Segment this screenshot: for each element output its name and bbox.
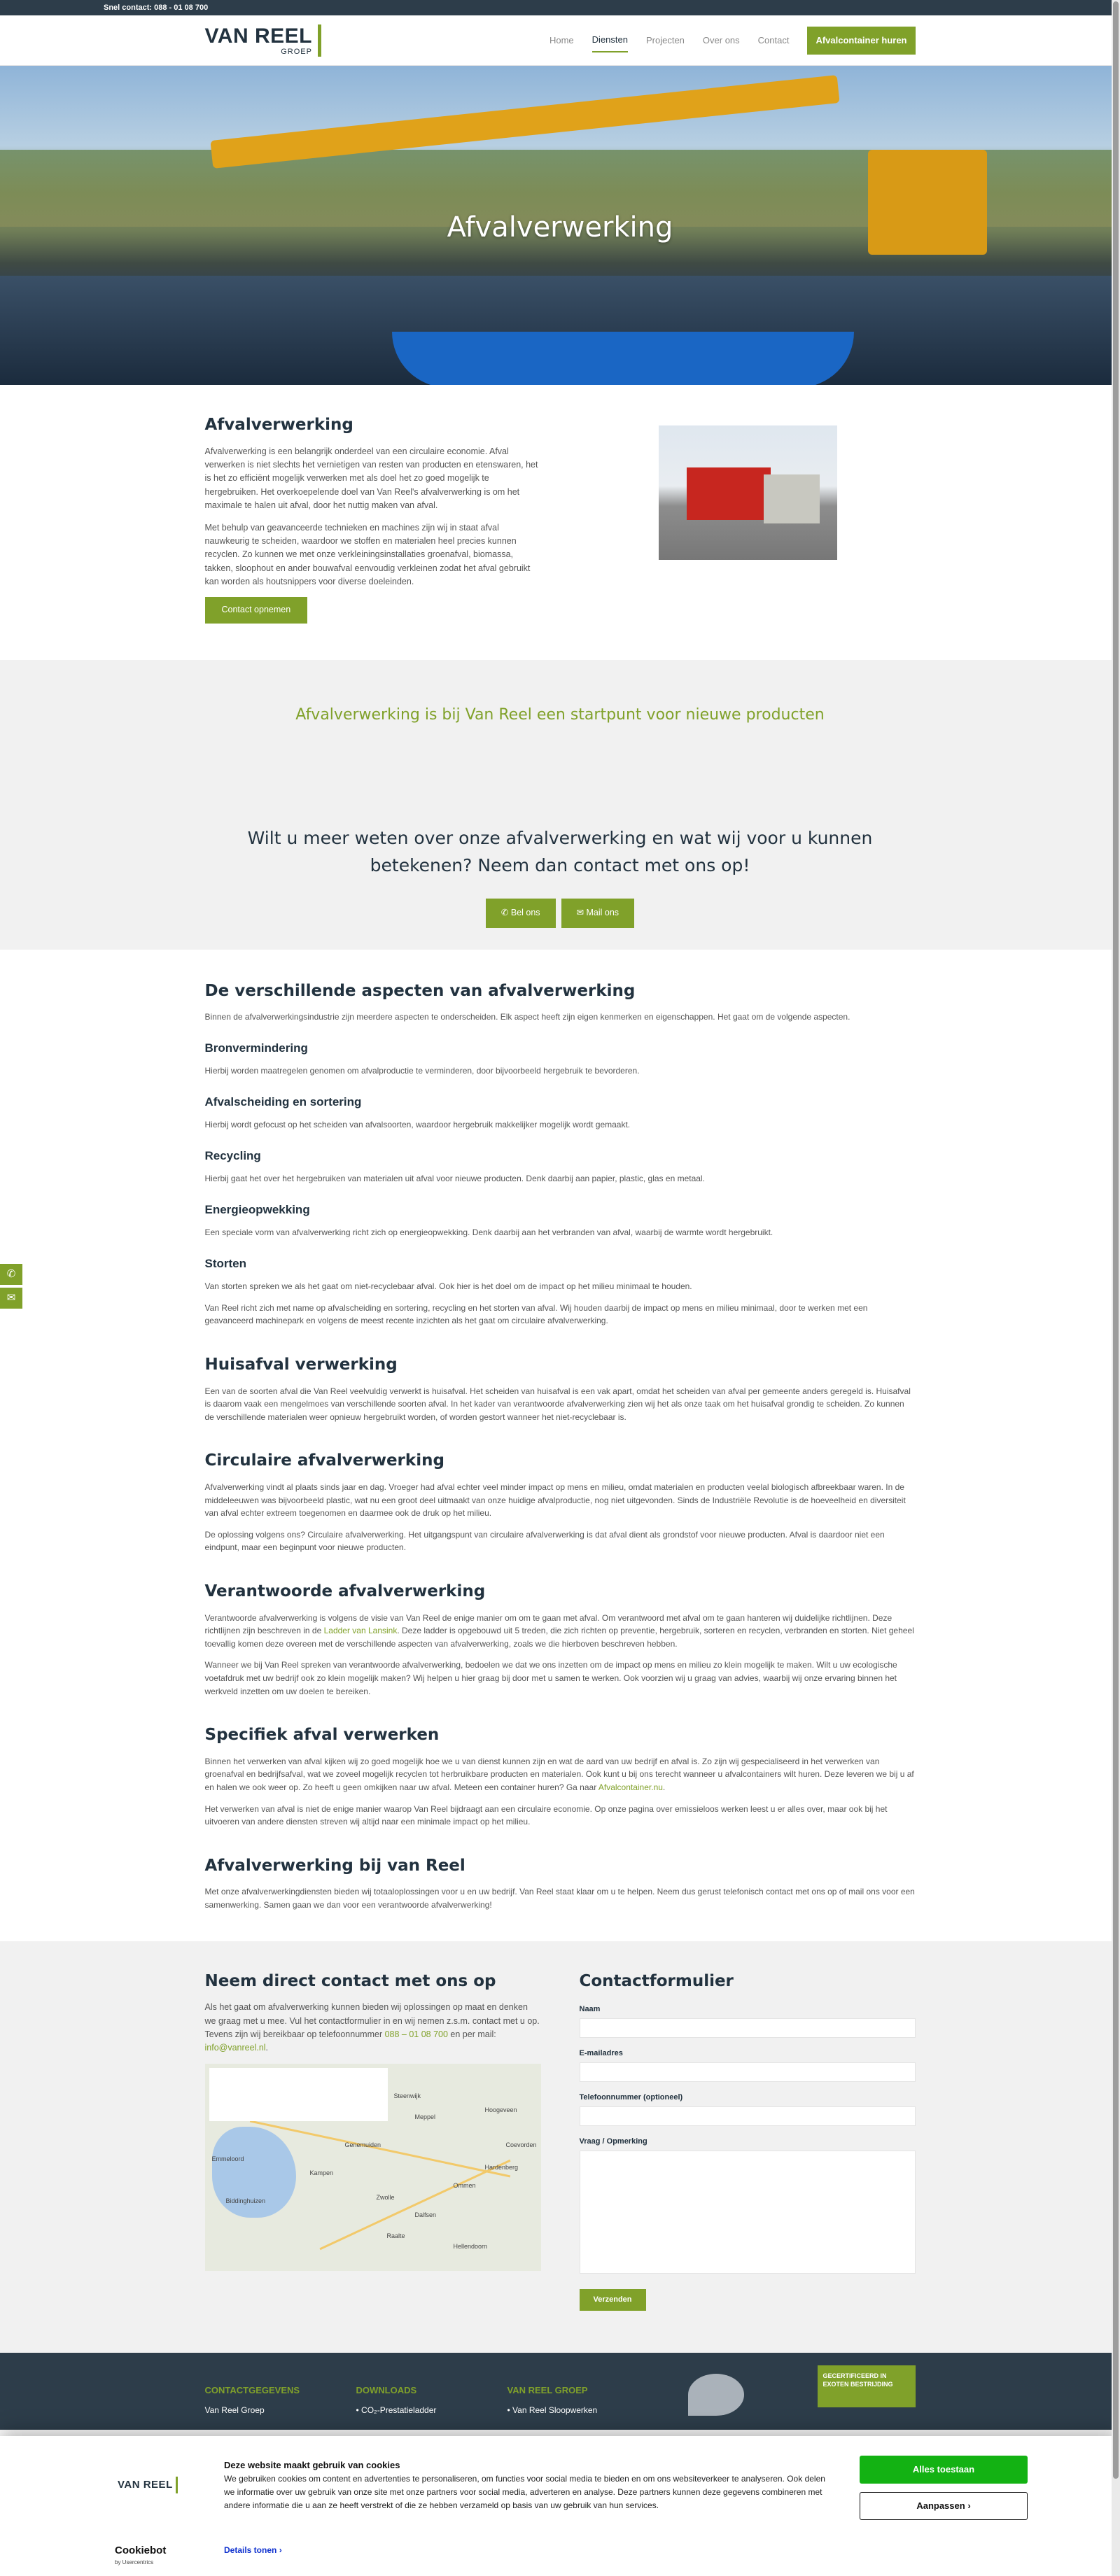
verantwoord-paragraph-2: Wanneer we bij Van Reel spreken van verantwoorde afvalverwerking, bedoelen we dat we ons inzetten om de impact op mens en milieu zo klein mogelijk te maken. Wilt u uw ecologische voetafdruk met uw bedrijf ook zo klein mogelijk maken? Wij helpen u hier graag bij door met u samen te werken. Ook voorzien wij u graag van advies, waarbij wij onze ervaring binnen het werkveld inzetten om uw doelen te bereiken. — [204, 1660, 897, 1696]
specifiek-title: Specifiek afval verwerken — [204, 1726, 440, 1745]
map-town: Steenwijk — [393, 2092, 421, 2099]
aspects-title: De verschillende aspecten van afvalverwerking — [204, 981, 636, 1000]
mail-icon: ✉ — [6, 1292, 16, 1304]
email-link[interactable]: info@vanreel.nl — [204, 2043, 266, 2053]
footer-heading: CONTACTGEGEVENS — [204, 2385, 300, 2396]
cookiebot-logo — [115, 2542, 166, 2568]
nav-home[interactable]: Home — [549, 34, 574, 45]
top-bar — [0, 0, 1120, 15]
text-span: . Deze ladder is opgebouwd uit 5 treden, die zich richten op preventie, hergebruik, sorteren en recyclen, verbranden en storten. Niet geheel toevallig komen deze overeen met de verschillende aspecten van afvalverwerking, zoals we die hierboven beschreven hebben. — [204, 1626, 914, 1649]
site-footer — [0, 2353, 1120, 2430]
aspect-title: Energieopwekking — [204, 1202, 310, 1216]
verantwoord-paragraph-1 — [205, 1612, 916, 1651]
intro-title: Afvalverwerking — [204, 416, 354, 434]
map-town: Raalte — [386, 2232, 405, 2239]
intro-paragraph-1: Afvalverwerking is een belangrijk onderdeel van een circulaire economie. Afval verwerken is niet slechts het vernietigen van resten van producten en etenswaren, het is het zo efficiënt mogelijk verwerken met als doel het zo goed mogelijk te hergebruiken. Het overkoepelende doel van Van Reel's afvalverwerking is om het maximale te halen uit afval, door het nuttig maken van afval. — [204, 446, 538, 511]
logo-sub: GROEP — [281, 47, 312, 56]
mail-button[interactable]: ✉ Mail ons — [561, 899, 635, 927]
map-town: Dalfsen — [414, 2211, 437, 2218]
text-span: Binnen het verwerken van afval kijken wij zo goed mogelijk hoe we u van dienst kunnen zijn en wat de aard van uw bedrijf en afval is. Zo zijn wij gespecialiseerd in het verwerken van groenafval en bedrijfsafval, wat we zoveel mogelijk recyclen tot herbruikbare producten en materialen. Ook kunt u bij ons terecht wanneer u afvalcontainers wilt huren. Deze leveren we bij u af en halen we ook weer op. Zo heeft u geen omkijken naar uw afval. Meteen een container huren? Ga naar — [204, 1756, 914, 1792]
cookie-site-logo — [118, 2477, 178, 2493]
cookie-title: Deze website maakt gebruik van cookies — [224, 2460, 400, 2470]
nav-projecten[interactable]: Projecten — [645, 34, 685, 45]
map-town: Kampen — [309, 2169, 334, 2176]
map-town: Coevorden — [505, 2141, 537, 2148]
submit-button[interactable]: Verzenden — [580, 2289, 646, 2311]
contact-form — [580, 1969, 916, 2311]
shredder-image — [659, 425, 837, 560]
name-field[interactable] — [580, 2018, 916, 2038]
footer-heading: DOWNLOADS — [356, 2385, 417, 2396]
phone-link[interactable]: 088 – 01 08 700 — [384, 2029, 448, 2039]
question-textarea[interactable] — [580, 2151, 916, 2274]
circulair-paragraph-1: Afvalverwerking vindt al plaats sinds jaar en dag. Vroeger had afval echter veel minder impact op mens en milieu, omdat materialen en producten veelal biologisch afbreekbaar waren. In de middeleeuwen was bijvoorbeeld plastic, wat nu een groot deel uitmaakt van onze huidige afvalproductie, nog niet uitgevonden. Sinds de Industriële Revolutie is de hoeveelheid en diversiteit van afval echter extreem toegenomen en daarmee ook de druk op het milieu. — [204, 1481, 906, 1519]
brand-sub: by Usercentrics — [115, 2559, 154, 2566]
phone-label: Telefoonnummer (optioneel) — [579, 2093, 683, 2102]
ladder-van-lansink-link[interactable]: Ladder van Lansink — [323, 1626, 398, 1636]
footer-line: Van Reel Groep — [204, 2405, 265, 2415]
intro-section — [0, 385, 1120, 660]
map-town: Hoogeveen — [484, 2106, 517, 2113]
bijvanreel-title: Afvalverwerking bij van Reel — [204, 1856, 465, 1875]
circulair-title: Circulaire afvalverwerking — [204, 1451, 444, 1470]
cookie-text: We gebruiken cookies om content en advertenties te personaliseren, om functies voor social media te bieden en om ons websiteverkeer te analyseren. Ook delen we informatie over uw gebruik van onze site met onze partners voor social media, adverteren en analyse. Deze partners kunnen deze gegevens combineren met andere informatie die u aan ze heeft verstrekt of die ze hebben verzameld op basis van uw gebruik van hun services. — [224, 2474, 825, 2511]
aspect-text: Van storten spreken we als het gaat om niet-recyclebaar afval. Ook hier is het doel om de impact op het milieu minimaal te houden. — [204, 1281, 692, 1292]
aspect-text: Hierbij worden maatregelen genomen om afvalproductie te verminderen, door bijvoorbeeld hergebruik te bevorderen. — [204, 1066, 640, 1076]
email-field[interactable] — [580, 2062, 916, 2082]
hero-banner — [0, 66, 1120, 385]
text-span: Verantwoorde afvalverwerking is volgens de visie van Van Reel de enige manier om om te gaan met afval. Om verantwoord met afval om te gaan hanteren wij duidelijke richtlijnen. Deze richtlijnen zijn beschreven in de — [204, 1612, 892, 1636]
aspect-text: Hierbij wordt gefocust op het scheiden van afvalsoorten, waardoor hergebruik makkelijker mogelijk wordt gemaakt. — [204, 1120, 631, 1130]
logo-bar — [318, 24, 321, 57]
aspect-title: Afvalscheiding en sortering — [204, 1095, 362, 1108]
cookie-banner — [0, 2436, 1120, 2576]
details-label: Details tonen — [224, 2545, 277, 2555]
contact-button[interactable]: Contact opnemen — [205, 597, 308, 623]
nav-diensten[interactable]: Diensten — [592, 29, 628, 52]
show-details-link[interactable] — [224, 2544, 282, 2557]
logo-bar — [176, 2477, 178, 2493]
aspect-title: Recycling — [204, 1148, 261, 1162]
site-logo[interactable] — [205, 24, 321, 57]
contact-text — [205, 2001, 541, 2055]
map-town: Hellendoorn — [453, 2242, 488, 2250]
text-span: . — [662, 1782, 666, 1792]
huisafval-title: Huisafval verwerking — [204, 1355, 398, 1374]
text-span: Als het gaat om afvalverwerking kunnen bieden wij oplossingen op maat en denken we graag met u mee. Vul het contactformulier in en wij nemen z.s.m. contact met u op. Tevens zijn wij bereikbaar op telefoonnummer — [204, 2002, 540, 2039]
specifiek-paragraph-1 — [205, 1755, 916, 1794]
map-town: Genemuiden — [344, 2141, 382, 2148]
scrollbar[interactable] — [1112, 0, 1120, 2576]
phone-icon: ✆ — [6, 1268, 16, 1280]
aspect-text: Hierbij gaat het over het hergebruiken van materialen uit afval voor nieuwe producten. Denk daarbij aan papier, plastic, glas en metaal. — [204, 1174, 705, 1184]
aspect-title: Storten — [204, 1256, 246, 1270]
logo-main: VAN REEL — [118, 2479, 173, 2491]
nav-over-ons[interactable]: Over ons — [702, 34, 740, 45]
contact-title: Neem direct contact met ons op — [204, 1971, 496, 1990]
chevron-right-icon: › — [279, 2545, 282, 2555]
chevron-right-icon: › — [967, 2500, 971, 2511]
allow-all-button[interactable]: Alles toestaan — [860, 2456, 1028, 2484]
contact-section — [0, 1941, 1120, 2353]
aspect-text: Een speciale vorm van afvalverwerking richt zich op energieopwekking. Denk daarbij aan het verbranden van afval, waarbij de warmte wordt hergebruikt. — [204, 1227, 774, 1238]
text-span: en per mail: — [447, 2029, 496, 2039]
customize-label: Aanpassen — [916, 2500, 965, 2511]
footer-link[interactable]: • CO₂-Prestatieladder — [356, 2405, 437, 2415]
map-town: Ommen — [453, 2181, 476, 2189]
logo-main: VAN REEL — [204, 24, 312, 48]
name-label: Naam — [579, 2005, 601, 2014]
hero-boat — [392, 332, 854, 385]
call-button[interactable]: ✆ Bel ons — [486, 899, 556, 927]
band-question: Wilt u meer weten over onze afvalverwerking en wat wij voor u kunnen betekenen? Neem dan contact met ons op! — [247, 827, 873, 875]
text-span: . — [265, 2043, 269, 2053]
location-map[interactable] — [205, 2064, 541, 2271]
map-info-box — [209, 2068, 388, 2121]
quick-contact[interactable]: Snel contact: 088 - 01 08 700 — [104, 3, 209, 12]
question-label: Vraag / Opmerking — [579, 2137, 648, 2146]
phone-field[interactable] — [580, 2106, 916, 2126]
certificate-badge: GECERTIFICEERD IN EXOTEN BESTRIJDING — [818, 2365, 916, 2407]
phone-side-tab[interactable] — [0, 1264, 22, 1285]
leaf-icon — [688, 2374, 744, 2416]
specifiek-paragraph-2: Het verwerken van afval is niet de enige manier waarop Van Reel bijdraagt aan een circulaire economie. Op onze pagina over emissieloos werken leest u er alles over, maar ook bij het uitvoeren van andere diensten streven wij altijd naar een minimale impact op het milieu. — [204, 1803, 888, 1827]
afvalcontainer-link[interactable]: Afvalcontainer.nu — [598, 1782, 663, 1792]
aspect-title: Bronvermindering — [204, 1041, 308, 1055]
huisafval-text: Een van de soorten afval die Van Reel veelvuldig verwerkt is huisafval. Het scheiden van huisafval is een vak apart, omdat het scheiden van afval per gemeente anders geregeld is. Huisafval is daarom vaak een mengelmoes van verschillende soorten afval. In het kader van verantwoorde afvalverwerking zien wij het als onze taak om het huisafval grondig te scheiden. Zo kunnen de verschillende materialen weer opnieuw hergebruikt worden, of worden gestort wanneer het niet-recyclebaar is. — [204, 1386, 911, 1422]
customize-button[interactable] — [860, 2492, 1028, 2520]
footer-link[interactable]: • Van Reel Sloopwerken — [507, 2405, 598, 2415]
hero-title: Afvalverwerking — [447, 211, 673, 244]
bulk-bags — [764, 474, 820, 523]
map-town: Emmeloord — [211, 2155, 244, 2162]
main-nav — [550, 27, 916, 55]
map-town: Zwolle — [376, 2193, 395, 2201]
map-road — [319, 2159, 510, 2250]
footer-heading: VAN REEL GROEP — [507, 2385, 588, 2396]
form-title: Contactformulier — [579, 1971, 734, 1990]
footer-contact — [205, 2384, 356, 2416]
shredder-machine — [687, 467, 771, 520]
cta-band — [0, 660, 1120, 950]
scrollbar-thumb[interactable] — [1113, 1, 1119, 2479]
map-town: Biddinghuizen — [225, 2197, 266, 2204]
aspects-intro: Binnen de afvalverwerkingsindustrie zijn meerdere aspecten te onderscheiden. Elk aspect heeft zijn eigen kenmerken en eigenschappen. Het gaat om de volgende aspecten. — [204, 1012, 850, 1022]
verantwoord-title: Verantwoorde afvalverwerking — [204, 1582, 486, 1600]
intro-paragraph-2: Met behulp van geavanceerde technieken en machines zijn wij in staat afval nauwkeurig te scheiden, waardoor we stoffen en materialen heel precies kunnen recyclen. Zo kunnen we met onze verkleiningsinstallaties groenafval, biomassa, takken, sloophout en ander bouwafval eenvoudig verkleinen zodat het afval gebruikt kan worden als houtsnippers voor diverse doeleinden. — [204, 522, 531, 587]
nav-contact[interactable]: Contact — [757, 34, 790, 45]
aspects-closing: Van Reel richt zich met name op afvalscheiding en sortering, recycling en het storten van afval. Wij houden daarbij de impact op mens en milieu minimaal, door te werken met een geavanceerd machinepark en volgens de meest recente inzichten als het gaat om circulaire afvalverwerking. — [204, 1302, 868, 1326]
footer-group — [507, 2384, 659, 2416]
mail-side-tab[interactable] — [0, 1288, 22, 1309]
band-subtitle: Afvalverwerking is bij Van Reel een startpunt voor nieuwe producten — [295, 705, 825, 724]
footer-downloads — [356, 2384, 507, 2416]
site-header — [0, 15, 1120, 66]
map-town: Hardenberg — [484, 2163, 519, 2171]
content-section — [0, 950, 1120, 1941]
map-town: Meppel — [414, 2113, 436, 2120]
bijvanreel-text: Met onze afvalverwerkingdiensten bieden wij totaaloplossingen voor u en uw bedrijf. Van Reel staat klaar om u te helpen. Neem dus gerust telefonisch contact met ons op of mail ons voor een samenwerking. Samen gaan we dan voor een verantwoorde afvalverwerking! — [204, 1887, 915, 1910]
circulair-paragraph-2: De oplossing volgens ons? Circulaire afvalverwerking. Het uitgangspunt van circulaire afvalverwerking is dat afval dient als grondstof voor nieuwe producten. Afval is daardoor niet een eindpunt, maar een beginpunt voor nieuwe producten. — [204, 1529, 885, 1553]
email-label: E-mailadres — [579, 2049, 623, 2058]
rent-container-button[interactable]: Afvalcontainer huren — [807, 27, 915, 55]
brand-name: Cookiebot — [115, 2545, 167, 2556]
